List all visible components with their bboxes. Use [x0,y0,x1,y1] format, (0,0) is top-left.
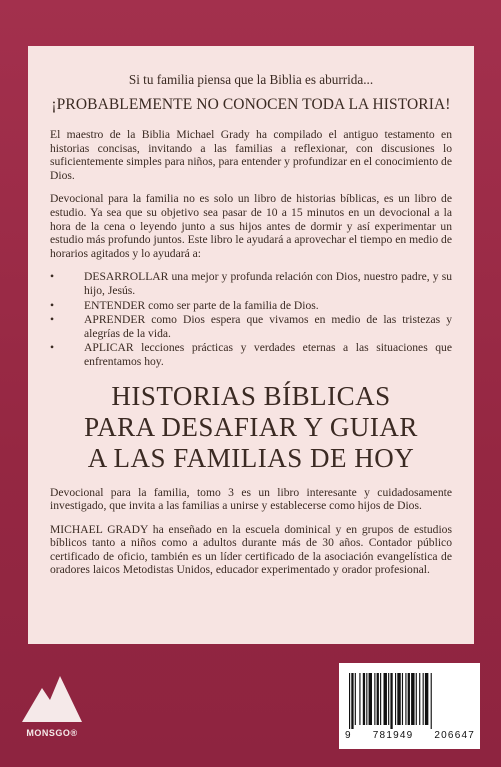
list-item-text: APRENDER como Dios espera que vivamos en medio de las tristezas y alegrías de la vida. [84,313,452,340]
barcode-bar [374,673,375,725]
barcode-bar [408,673,410,725]
publisher-name: MONSGO [26,728,71,738]
list-item-text: DESARROLLAR una mejor y profunda relación con Dios, nuestro padre, y su hijo, Jesús. [84,270,452,297]
barcode-bar [405,673,406,725]
book-title [50,381,452,474]
list-item-text: APLICAR lecciones prácticas y verdades eternas a las situaciones que enfrentamos hoy. [84,341,452,368]
paragraph-devotional: Devocional para la familia no es solo un libro de historias bíblicas, es un libro de estudio. Ya sea que su objetivo sea pasar de 10 a 15 minutos en un devocional a la hora de la cena o leyendo junto a sus hijos antes de dormir y así experimentar un estudio más profundo juntos. Este libro le ayudará a aprovechar el tiempo en medio de horarios agitados y lo ayudará a: [50,192,452,260]
paragraph-summary: El maestro de la Biblia Michael Grady ha compilado el antiguo testamento en historias concisas, invitando a las familias a reflexionar, con discusiones lo suficientemente simples para niños, para entender y profundizar en el conocimiento de Dios. [50,128,452,182]
barcode-bar [411,673,414,725]
list-item [50,299,452,313]
barcode-bar [423,673,424,725]
barcode-bar [355,673,356,725]
barcode-bar [425,673,428,725]
barcode-bar [419,673,420,725]
bullet-icon: • [50,298,55,312]
barcode-bars-icon [347,673,472,729]
barcode-bar [349,673,350,729]
intro-line: Si tu familia piensa que la Biblia es aburrida... [128,72,374,87]
barcode-bar [388,673,389,725]
benefits-list [50,270,452,368]
list-item-text: ENTENDER como ser parte de la familia de Dios. [84,298,319,312]
book-title-line: PARA DESAFIAR Y GUIAR [84,411,418,442]
list-item [50,341,452,368]
bullet-icon: • [50,341,55,355]
barcode-bar [369,673,372,725]
paragraph-author-bio: MICHAEL GRADY ha enseñado en la escuela dominical y en grupos de estudios bíblicos tanto a niños como a adultos durante más de 30 años. Contador público certificado de oficio, también es un líder certificado de la asociación evangelística de oradores laicos Metodistas Unidos, educador experimentado y orador profesional. [50,522,452,577]
barcode-bar [366,673,367,725]
description-panel [28,46,474,644]
barcode-bar [377,673,379,725]
barcode-bar [402,673,403,725]
barcode-bar [359,673,360,725]
list-item [50,313,452,340]
mountain-logo-icon [20,662,84,726]
list-item [50,270,452,297]
book-title-line: HISTORIAS BÍBLICAS [111,380,391,411]
isbn-group-2: 206647 [434,730,475,741]
barcode-bar [351,673,353,729]
barcode [339,663,480,749]
bullet-icon: • [50,313,55,327]
isbn-group-1: 781949 [372,730,414,741]
registered-mark: ® [70,728,78,738]
book-title-line: A LAS FAMILIAS DE HOY [87,442,415,473]
publisher-logo [20,662,84,742]
barcode-bar [363,673,365,725]
barcode-bar [390,673,392,729]
paragraph-volume: Devocional para la familia, tomo 3 es un libro interesante y cuidadosamente investigado, que invita a las familias a unirse y establecerse como hijos de Dios. [50,485,452,513]
barcode-bar [395,673,396,725]
barcode-bar [384,673,387,725]
isbn-number [345,730,475,741]
headline: ¡PROBABLEMENTE NO CONOCEN TODA LA HISTORIA! [51,96,451,113]
bullet-icon: • [50,270,55,284]
barcode-bar [431,673,432,729]
barcode-bar [416,673,417,725]
isbn-prefix: 9 [345,730,352,741]
barcode-bar [380,673,381,725]
barcode-bar [397,673,400,725]
